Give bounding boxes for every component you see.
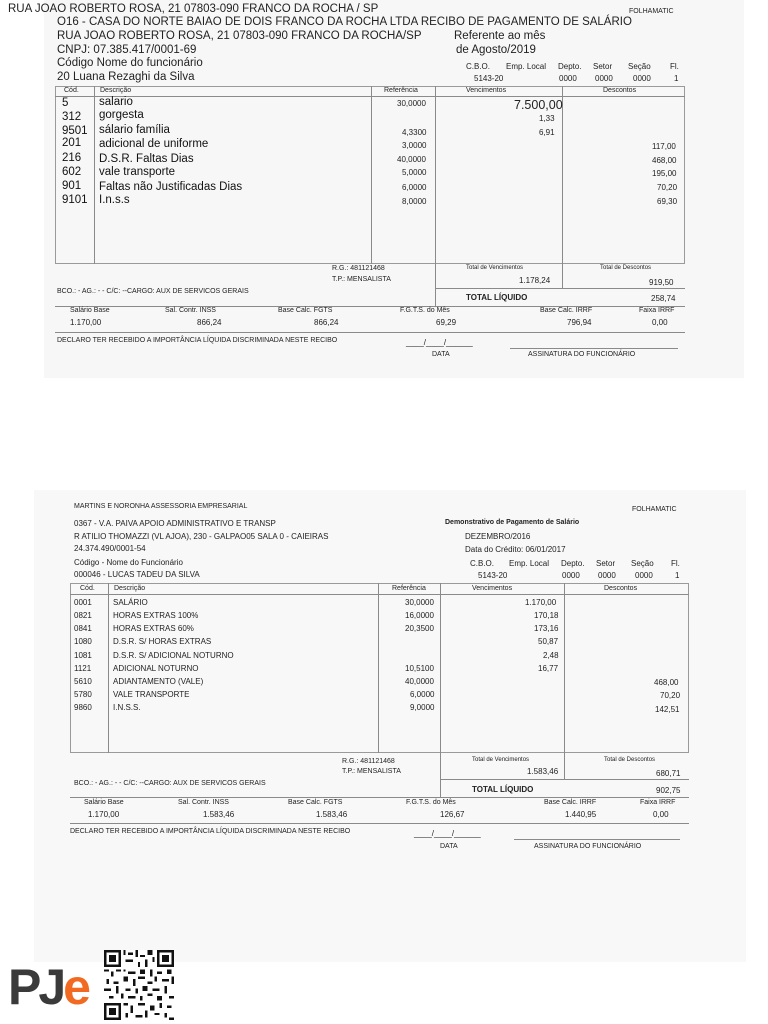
logo-pj-text: PJ [8, 959, 64, 1015]
row-descontos: 195,00 [652, 169, 677, 178]
row-venc: 16,77 [538, 664, 559, 673]
row-ref: 6,0000 [410, 690, 435, 699]
row-descontos: 468,00 [652, 156, 677, 165]
date-blank: ____/____/______ [414, 829, 481, 838]
base-fgts-label: Base Calc. FGTS [278, 307, 333, 314]
fgts-mes-value: 126,67 [440, 810, 465, 819]
bank-cargo: BCO.: - AG.: - - C/C: --CARGO: AUX DE SERVICOS GERAIS [57, 288, 249, 295]
col-desc: Descrição [100, 87, 132, 94]
col-divider [371, 86, 372, 264]
setor-label: Setor [593, 62, 613, 71]
credit-date: Data do Crédito: 06/01/2017 [465, 545, 566, 554]
signature-line [514, 839, 680, 840]
brand-label: FOLHAMATIC [632, 506, 677, 513]
row-ref: 40,0000 [405, 677, 434, 686]
rg: R.G.: 481121468 [342, 758, 395, 765]
footer-rule [70, 797, 689, 798]
row-ref: 8,0000 [402, 197, 427, 206]
row-cod: 0001 [74, 598, 92, 607]
row-descontos: 468,00 [654, 678, 679, 687]
salario-base-label: Salário Base [84, 799, 124, 806]
total-vencimentos-label: Total de Vencimentos [472, 757, 530, 763]
overlay-address-line: RUA JOAO ROBERTO ROSA, 21 07803-090 FRANCO DA ROCHA / SP [8, 3, 379, 15]
row-desc: VALE TRANSPORTE [113, 690, 190, 699]
address-line: RUA JOAO ROBERTO ROSA, 21 07803-090 FRANCO DA ROCHA/SP [57, 30, 422, 42]
col-divider [94, 86, 95, 264]
row-desc: ADIANTAMENTO (VALE) [113, 677, 204, 686]
col-divider [435, 86, 436, 264]
contr-inss-label: Sal. Contr. INSS [178, 799, 229, 806]
contr-inss-value: 1.583,46 [203, 810, 235, 819]
col-divider [378, 583, 379, 753]
fgts-mes-label: F.G.T.S. do Mês [406, 799, 456, 806]
total-vencimentos-value: 1.583,46 [527, 767, 559, 776]
row-venc: 7.500,00 [514, 98, 563, 112]
row-cod: 1081 [74, 651, 92, 660]
fgts-mes-value: 69,29 [436, 318, 457, 327]
row-cod: 9501 [62, 125, 88, 137]
row-venc: 173,16 [534, 624, 559, 633]
base-irrf-label: Base Calc. IRRF [544, 799, 597, 806]
row-venc: 1,33 [539, 114, 555, 123]
company-line: 0367 - V.A. PAIVA APOIO ADMINISTRATIVO E TRANSP [74, 519, 276, 528]
declaration: DECLARO TER RECEBIDO A IMPORTÂNCIA LÍQUIDA DISCRIMINADA NESTE RECIBO [57, 337, 338, 344]
fl-value: 1 [674, 74, 679, 83]
total-vencimentos-value: 1.178,24 [519, 276, 551, 285]
total-descontos-label: Total de Descontos [600, 265, 652, 271]
local-label: Emp. Local [509, 559, 550, 568]
bank-cargo: BCO.: - AG.: - - C/C: --CARGO: AUX DE SERVICOS GERAIS [74, 780, 266, 787]
totals-divider [440, 753, 441, 797]
cbo-label: C.B.O. [470, 559, 495, 568]
setor-value: 0000 [635, 571, 653, 580]
row-descontos: 70,20 [660, 691, 681, 700]
reference-label: Referente ao mês [454, 30, 546, 42]
row-desc: gorgesta [99, 109, 144, 121]
contr-inss-label: Sal. Contr. INSS [165, 307, 216, 314]
contr-inss-value: 866,24 [197, 318, 222, 327]
firm-name: MARTINS E NORONHA ASSESSORIA EMPRESARIAL [74, 503, 248, 510]
depto-value: 0000 [595, 74, 613, 83]
declaration: DECLARO TER RECEBIDO A IMPORTÂNCIA LÍQUIDA DISCRIMINADA NESTE RECIBO [70, 828, 351, 835]
row-venc: 170,18 [534, 611, 559, 620]
date-blank: ____/____/______ [406, 338, 473, 347]
secao-label: Seção [631, 559, 654, 568]
faixa-irrf-value: 0,00 [652, 318, 668, 327]
local-value: 0000 [559, 74, 577, 83]
cbo-value: 5143-20 [474, 74, 504, 83]
row-ref: 20,3500 [405, 624, 434, 633]
rg: R.G.: 481121468 [332, 265, 385, 272]
header-divider [55, 96, 685, 97]
row-ref: 10,5100 [405, 664, 434, 673]
secao-label: Seção [628, 62, 651, 71]
col-cod: Cód. [64, 87, 79, 94]
col-descontos: Descontos [604, 585, 638, 592]
row-desc: D.S.R. S/ HORAS EXTRAS [113, 637, 212, 646]
depto-label: Depto. [558, 62, 582, 71]
employee-label: Código Nome do funcionário [57, 57, 203, 69]
salario-base-value: 1.170,00 [70, 318, 102, 327]
row-cod: 5610 [74, 677, 92, 686]
col-divider [440, 583, 441, 753]
col-divider [108, 583, 109, 753]
base-fgts-value: 1.583,46 [316, 810, 348, 819]
row-cod: 5780 [74, 690, 92, 699]
totals-divider [435, 264, 436, 306]
col-cod: Cód. [80, 585, 95, 592]
row-cod: 1080 [74, 637, 92, 646]
total-descontos-value: 680,71 [656, 769, 681, 778]
row-desc: D.S.R. S/ ADICIONAL NOTURNO [113, 651, 234, 660]
salario-base-label: Salário Base [70, 307, 110, 314]
row-desc: SALÁRIO [113, 598, 148, 607]
row-descontos: 142,51 [655, 705, 680, 714]
row-desc: HORAS EXTRAS 60% [113, 624, 194, 633]
totals-divider [564, 753, 565, 779]
qr-code-icon [104, 950, 174, 1020]
row-venc: 2,48 [543, 651, 559, 660]
period: DEZEMBRO/2016 [465, 532, 531, 541]
col-descontos: Descontos [603, 87, 637, 94]
totals-rule [440, 779, 689, 780]
brand-label: FOLHAMATIC [629, 8, 674, 15]
row-venc: 6,91 [539, 128, 555, 137]
employee-label: Código - Nome do Funcionário [74, 558, 183, 567]
salario-base-value: 1.170,00 [88, 810, 120, 819]
document-title: Demonstrativo de Pagamento de Salário [445, 519, 580, 526]
col-divider [564, 583, 565, 753]
row-cod: 312 [62, 111, 82, 123]
col-ref: Referência [384, 87, 418, 94]
tp: T.P.: MENSALISTA [342, 768, 401, 775]
row-desc: Faltas não Justificadas Dias [99, 181, 243, 193]
row-desc: ADICIONAL NOTURNO [113, 664, 199, 673]
row-ref: 6,0000 [402, 183, 427, 192]
employee-name: 20 Luana Rezaghi da Silva [57, 71, 195, 83]
footer-rule [55, 332, 685, 333]
local-value: 0000 [562, 571, 580, 580]
row-cod: 901 [62, 180, 82, 192]
total-liquido-label: TOTAL LÍQUIDO [472, 785, 534, 794]
faixa-irrf-label: Faixa IRRF [640, 799, 676, 806]
total-liquido-value: 258,74 [651, 294, 676, 303]
row-ref: 30,0000 [405, 598, 434, 607]
date-label: DATA [432, 351, 450, 358]
row-desc: adicional de uniforme [99, 138, 209, 150]
col-desc: Descrição [114, 585, 146, 592]
signature-label: ASSINATURA DO FUNCIONÁRIO [528, 351, 636, 358]
address-line: R ATILIO THOMAZZI (VL AJOA), 230 - GALPAO05 SALA 0 - CAIEIRAS [74, 532, 329, 541]
base-irrf-value: 1.440,95 [565, 810, 597, 819]
footer-rule [70, 823, 689, 824]
row-cod: 9101 [62, 194, 88, 206]
row-ref: 4,3300 [402, 128, 427, 137]
row-desc: vale transporte [99, 166, 176, 178]
signature-label: ASSINATURA DO FUNCIONÁRIO [534, 843, 642, 850]
row-cod: 201 [62, 137, 82, 149]
row-desc: sálario família [99, 124, 170, 136]
row-cod: 602 [62, 166, 82, 178]
row-venc: 1.170,00 [525, 598, 557, 607]
row-venc: 50,87 [538, 637, 559, 646]
header-divider [70, 594, 689, 595]
total-descontos-label: Total de Descontos [604, 757, 656, 763]
col-divider [562, 86, 563, 264]
totals-rule [435, 288, 685, 289]
col-venc: Vencimentos [466, 87, 507, 94]
row-descontos: 70,20 [657, 183, 678, 192]
row-desc: salario [99, 96, 133, 108]
row-desc: HORAS EXTRAS 100% [113, 611, 199, 620]
row-desc: D.S.R. Faltas Dias [99, 153, 194, 165]
base-fgts-value: 866,24 [314, 318, 339, 327]
row-cod: 5 [62, 97, 69, 109]
cbo-value: 5143-20 [478, 571, 508, 580]
fgts-mes-label: F.G.T.S. do Mês [400, 307, 450, 314]
faixa-irrf-label: Faixa IRRF [639, 307, 675, 314]
base-irrf-label: Base Calc. IRRF [540, 307, 593, 314]
total-liquido-label: TOTAL LÍQUIDO [466, 293, 528, 302]
fl-value: 1 [675, 571, 680, 580]
row-cod: 216 [62, 152, 82, 164]
row-cod: 1121 [74, 664, 92, 673]
reference-month: de Agosto/2019 [456, 44, 536, 56]
cbo-label: C.B.O. [466, 62, 491, 71]
row-ref: 16,0000 [405, 611, 434, 620]
date-label: DATA [440, 843, 458, 850]
col-venc: Vencimentos [472, 585, 513, 592]
setor-value: 0000 [633, 74, 651, 83]
tp: T.P.: MENSALISTA [332, 276, 391, 283]
row-cod: 9860 [74, 703, 92, 712]
row-desc: I.N.S.S. [113, 703, 141, 712]
signature-line [510, 348, 678, 349]
col-ref: Referência [392, 585, 426, 592]
base-irrf-value: 796,94 [567, 318, 592, 327]
total-liquido-value: 902,75 [656, 786, 681, 795]
row-cod: 0821 [74, 611, 92, 620]
fl-label: Fl. [670, 62, 679, 71]
row-cod: 0841 [74, 624, 92, 633]
row-descontos: 69,30 [657, 197, 678, 206]
row-ref: 3,0000 [402, 141, 427, 150]
employee-name: 000046 - LUCAS TADEU DA SILVA [74, 570, 200, 579]
company-line: O16 - CASA DO NORTE BAIAO DE DOIS FRANCO DA ROCHA LTDA RECIBO DE PAGAMENTO DE SALÁRIO [57, 16, 632, 28]
faixa-irrf-value: 0,00 [653, 810, 669, 819]
depto-label: Depto. [561, 559, 585, 568]
total-vencimentos-label: Total de Vencimentos [466, 265, 524, 271]
totals-divider [562, 264, 563, 288]
row-ref: 40,0000 [397, 155, 426, 164]
setor-label: Setor [596, 559, 616, 568]
row-ref: 30,0000 [397, 99, 426, 108]
local-label: Emp. Local [506, 62, 547, 71]
cnpj: CNPJ: 07.385.417/0001-69 [57, 44, 197, 56]
row-desc: I.n.s.s [99, 194, 130, 206]
row-ref: 9,0000 [410, 703, 435, 712]
pje-logo [8, 958, 88, 1016]
total-descontos-value: 919,50 [649, 278, 674, 287]
base-fgts-label: Base Calc. FGTS [288, 799, 343, 806]
cnpj: 24.374.490/0001-54 [74, 544, 146, 553]
row-ref: 5,0000 [402, 168, 427, 177]
row-descontos: 117,00 [652, 142, 676, 151]
logo-e-text: e [63, 959, 88, 1015]
fl-label: Fl. [671, 559, 680, 568]
depto-value: 0000 [598, 571, 616, 580]
